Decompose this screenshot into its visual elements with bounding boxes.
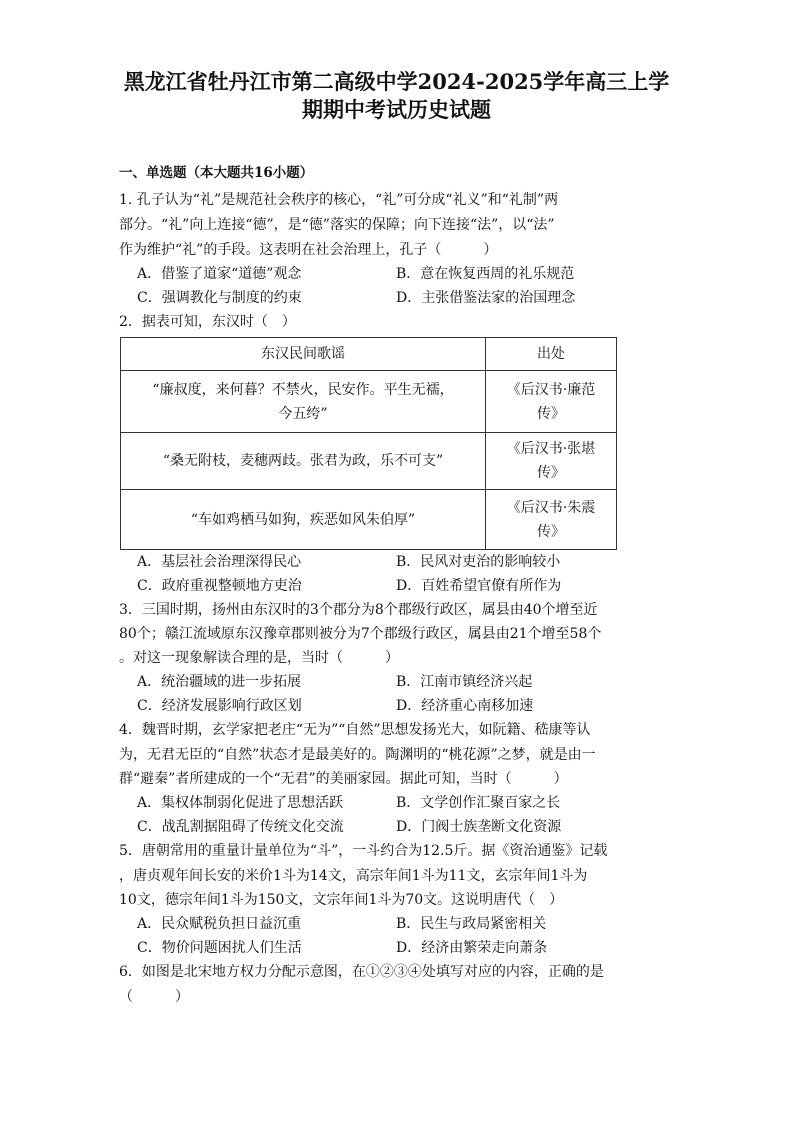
- source-text-line: 传》: [537, 405, 565, 422]
- q5-option-d: D．经济由繁荣走向萧条: [396, 940, 548, 956]
- table-row: [121, 490, 617, 550]
- exam-title-line-1: 黑龙江省牡丹江市第二高级中学2024-2025学年高三上学: [123, 69, 670, 94]
- ballad-text-line: “廉叔度，来何暮？不禁火，民安作。平生无襦，: [152, 381, 454, 398]
- q2-option-c: C．政府重视整顿地方吏治: [137, 578, 302, 594]
- ballad-text-line: 今五绔”: [278, 405, 328, 422]
- table-cell-source: [486, 433, 617, 490]
- q5-option-a: A．民众赋税负担日益沉重: [137, 916, 302, 932]
- q2-option-a: A．基层社会治理深得民心: [137, 554, 302, 570]
- table-cell-ballad: [121, 371, 486, 433]
- q1-option-a: A．借鉴了道家“道德”观念: [137, 266, 302, 282]
- table-cell-source: [486, 490, 617, 550]
- source-text-line: 传》: [537, 523, 565, 540]
- source-text-line: 《后汉书·廉范: [506, 381, 596, 398]
- source-text-line: 《后汉书·张堪: [506, 441, 596, 457]
- table-row: [121, 371, 617, 433]
- source-text-line: 传》: [537, 465, 565, 481]
- q3-option-b: B．江南市镇经济兴起: [396, 674, 533, 690]
- table-header-row: [121, 338, 617, 371]
- table-header-source: 出处: [486, 338, 617, 371]
- q5-stem-line-3: 10文，德宗年间1斗为150文，文宗年间1斗为70文。这说明唐代（ ）: [119, 892, 564, 908]
- ballad-text-line: “车如鸡栖马如狗，疾恶如风朱伯厚”: [190, 511, 416, 528]
- q2-option-b: B．民风对吏治的影响较小: [396, 554, 561, 570]
- q5-option-b: B．民生与政局紧密相关: [396, 916, 547, 932]
- q4-stem-line-2: 为，无君无臣的“自然”状态才是最美好的。陶渊明的“桃花源”之梦，就是由一: [119, 747, 596, 763]
- table-row: [121, 433, 617, 490]
- q4-option-b: B．文学创作汇聚百家之长: [396, 795, 561, 811]
- source-text-line: 《后汉书·朱震: [506, 499, 596, 516]
- q1-stem-line-1: 1. 孔子认为“礼”是规范社会秩序的核心，“礼”可分成“礼义”和“礼制”两: [119, 192, 559, 208]
- ballad-table: [120, 337, 617, 550]
- q2-option-d: D．百姓希望官僚有所作为: [396, 578, 562, 594]
- table-header-ballad: 东汉民间歌谣: [121, 338, 486, 371]
- q4-option-a: A．集权体制弱化促进了思想活跃: [137, 795, 344, 811]
- q5-option-c: C．物价问题困扰人们生活: [137, 940, 302, 956]
- table-cell-source: [486, 371, 617, 433]
- q4-option-c: C．战乱割据阻碍了传统文化交流: [137, 819, 344, 835]
- q6-stem-line-2: （ ）: [119, 989, 189, 1005]
- q3-option-c: C．经济发展影响行政区划: [137, 698, 302, 714]
- q1-stem-line-2: 部分。“礼”向上连接“德”，是“德”落实的保障；向下连接“法”，以“法”: [119, 217, 555, 233]
- table-cell-ballad: [121, 490, 486, 550]
- q1-option-c: C．强调教化与制度的约束: [137, 290, 302, 306]
- q4-stem-line-3: 群“避秦”者所建成的一个“无君”的美丽家园。据此可知，当时（ ）: [119, 771, 568, 787]
- q3-stem-line-1: 3．三国时期，扬州由东汉时的3个郡分为8个郡级行政区，属县由40个增至近: [119, 602, 598, 618]
- q3-stem-line-3: 。对这一现象解读合理的是，当时（ ）: [119, 650, 399, 666]
- q3-stem-line-2: 80个；赣江流域原东汉豫章郡则被分为7个郡级行政区，属县由21个增至58个: [119, 626, 602, 642]
- q4-option-d: D．门阀士族垄断文化资源: [396, 819, 562, 835]
- q4-stem-line-1: 4．魏晋时期，玄学家把老庄“无为”“自然”思想发扬光大，如阮籍、嵇康等认: [119, 722, 591, 738]
- exam-title-line-2: 期期中考试历史试题: [302, 97, 491, 122]
- q3-option-d: D．经济重心南移加速: [396, 698, 534, 714]
- q5-stem-line-1: 5．唐朝常用的重量计量单位为“斗”，一斗约合为12.5斤。据《资治通鉴》记载: [119, 843, 608, 859]
- q1-stem-line-3: 作为维护“礼”的手段。这表明在社会治理上，孔子（ ）: [119, 242, 498, 258]
- q3-option-a: A．统治疆域的进一步拓展: [137, 674, 302, 690]
- table-cell-ballad: [121, 433, 486, 490]
- q1-option-d: D．主张借鉴法家的治国理念: [396, 290, 576, 306]
- q2-stem: 2．据表可知，东汉时（ ）: [119, 314, 296, 330]
- section-heading: 一、单选题（本大题共16小题）: [119, 165, 314, 181]
- q6-stem-line-1: 6．如图是北宋地方权力分配示意图，在①②③④处填写对应的内容，正确的是: [119, 964, 604, 980]
- q5-stem-line-2: ，唐贞观年间长安的米价1斗为14文，高宗年间1斗为11文，玄宗年间1斗为: [119, 868, 588, 884]
- ballad-text-line: “桑无附枝，麦穗两歧。张君为政，乐不可支”: [162, 453, 444, 469]
- q1-option-b: B．意在恢复西周的礼乐规范: [396, 266, 575, 282]
